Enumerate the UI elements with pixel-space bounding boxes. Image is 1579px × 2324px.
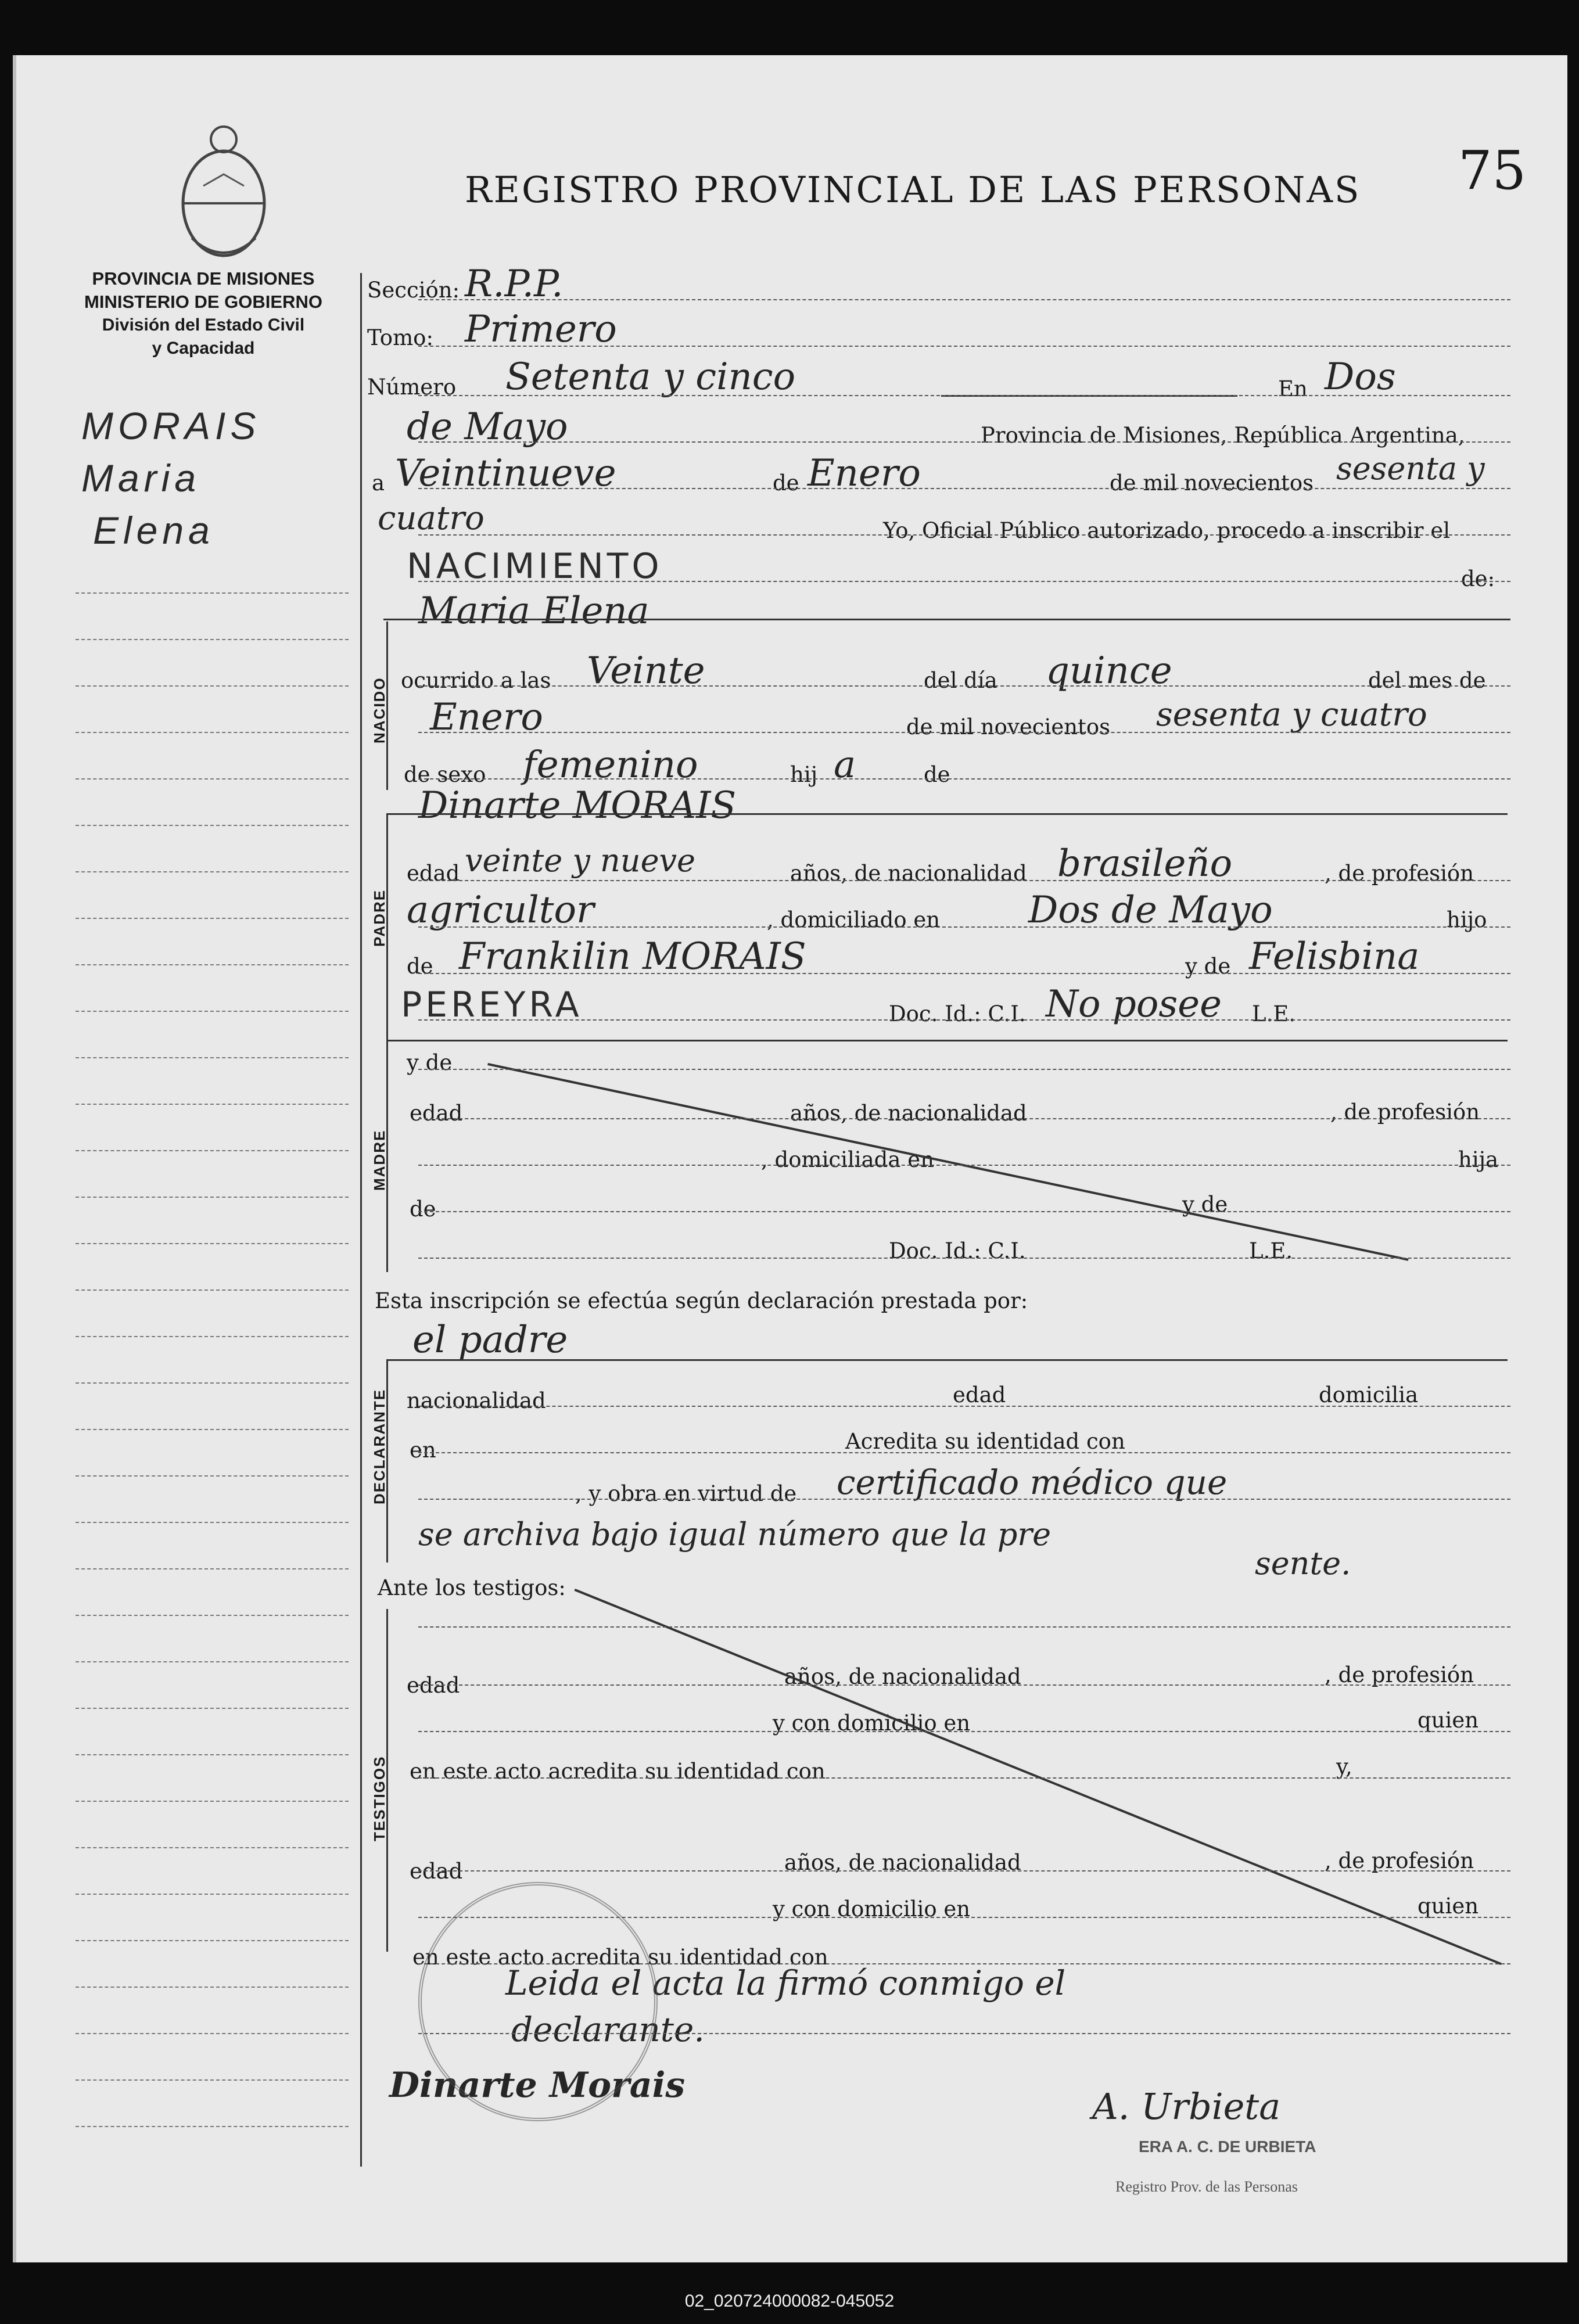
label-hija: hija — [1458, 1147, 1499, 1172]
label-del-mes: del mes de — [1368, 668, 1486, 693]
label-a: a — [372, 470, 385, 495]
value-virtud1: certificado médico que — [837, 1463, 1228, 1502]
label-de2: de — [924, 762, 950, 787]
margin-line — [76, 2033, 349, 2034]
page-number: 75 — [1458, 139, 1527, 202]
label-y-de: y de — [1185, 954, 1231, 979]
margin-line — [76, 1243, 349, 1244]
value-padre: Dinarte MORAIS — [418, 784, 737, 827]
margin-middle-name: Elena — [93, 509, 214, 552]
field-line — [418, 778, 1510, 780]
label-nacionalidad: nacionalidad — [407, 1388, 546, 1413]
label-en: En — [1278, 376, 1308, 401]
field-line — [418, 1165, 1510, 1166]
value-hora: Veinte — [587, 649, 705, 692]
label-anos-nac-t2: años, de nacionalidad — [784, 1850, 1021, 1875]
field-line — [418, 1870, 1510, 1872]
margin-line — [76, 1661, 349, 1662]
value-anio2: cuatro — [378, 500, 485, 537]
label-obra: , y obra en virtud de — [575, 1481, 797, 1506]
value-tomo: Primero — [465, 308, 617, 351]
value-cierre2: declarante. — [511, 2010, 705, 2049]
field-line — [418, 1917, 1510, 1918]
signature-oficial: A. Urbieta — [1092, 2085, 1281, 2128]
label-seccion: Sección: — [367, 278, 460, 303]
field-line — [418, 534, 1510, 536]
margin-line — [76, 1847, 349, 1848]
province-name: PROVINCIA DE MISIONES — [92, 268, 315, 289]
value-abuela2: PEREYRA — [401, 985, 583, 1025]
margin-line — [76, 1057, 349, 1058]
label-quien-t1: quien — [1417, 1708, 1479, 1733]
value-anio-nac: sesenta y cuatro — [1156, 696, 1427, 734]
label-oficial: Yo, Oficial Público autorizado, procedo a inscribir el — [883, 518, 1451, 543]
value-acto: NACIMIENTO — [407, 546, 663, 587]
value-doc-padre: No posee — [1046, 983, 1222, 1026]
field-line — [418, 732, 1510, 733]
ministry-name: MINISTERIO DE GOBIERNO — [84, 292, 322, 312]
margin-line — [76, 1011, 349, 1012]
field-line — [418, 1731, 1510, 1732]
stamp-subtitle: Registro Prov. de las Personas — [1115, 2178, 1298, 2195]
value-profesion-padre: agricultor — [407, 889, 594, 932]
margin-line — [76, 1940, 349, 1941]
label-de-colon: de: — [1461, 566, 1495, 591]
margin-line — [76, 1429, 349, 1430]
label-le: L.E. — [1252, 1001, 1296, 1026]
label-sexo: de sexo — [404, 762, 486, 787]
label-de: de — [773, 470, 799, 495]
value-declarante: el padre — [412, 1319, 568, 1362]
value-dia-nac: quince — [1046, 649, 1172, 692]
label-ocurrido: ocurrido a las — [401, 668, 551, 693]
label-profesion-t2: , de profesión — [1325, 1848, 1474, 1873]
margin-line — [76, 964, 349, 965]
label-de-madre: de — [410, 1197, 436, 1222]
value-anio1: sesenta y — [1336, 450, 1485, 487]
value-abuelo: Frankilin MORAIS — [459, 935, 806, 978]
section-testigos: TESTIGOS — [371, 1755, 388, 1841]
label-domicilia: domicilia — [1319, 1382, 1419, 1407]
field-line — [418, 1019, 1510, 1021]
value-en: Dos — [1325, 355, 1396, 398]
division-name: División del Estado Civil — [102, 315, 305, 335]
value-cierre1: Leida el acta la firmó conmigo el — [505, 1963, 1066, 2003]
field-line — [418, 1684, 1510, 1686]
label-edad-madre: edad — [410, 1101, 463, 1126]
value-mes-nac: Enero — [430, 696, 543, 739]
page-title: REGISTRO PROVINCIAL DE LAS PERSONAS — [465, 168, 1361, 211]
label-edad-padre: edad — [407, 861, 460, 886]
value-hij-suffix: a — [834, 743, 856, 786]
margin-line — [76, 1894, 349, 1895]
label-en-decl: en — [410, 1438, 436, 1463]
label-de-mil2: de mil novecientos — [906, 714, 1111, 739]
value-domicilio-padre: Dos de Mayo — [1028, 889, 1273, 932]
value-sexo: femenino — [523, 743, 698, 786]
margin-line — [76, 871, 349, 872]
issuing-authority — [64, 267, 343, 360]
label-domiciliado: , domiciliado en — [767, 907, 941, 932]
label-de-mil: de mil novecientos — [1110, 470, 1314, 495]
label-y-de-madre2: y de — [1182, 1192, 1228, 1217]
label-y-de-madre: y de — [407, 1050, 453, 1075]
field-line — [418, 2033, 1510, 2034]
label-edad-t2: edad — [410, 1859, 463, 1884]
margin-line — [76, 685, 349, 687]
margin-first-name: Maria — [81, 457, 201, 500]
division-name-cont: y Capacidad — [152, 339, 255, 358]
label-hijo: hijo — [1447, 907, 1487, 932]
margin-line — [76, 1382, 349, 1384]
value-dia: Veintinueve — [395, 452, 616, 495]
section-madre: MADRE — [371, 1129, 388, 1191]
margin-line — [76, 2126, 349, 2127]
label-inscripcion: Esta inscripción se efectúa según declaración prestada por: — [375, 1288, 1028, 1313]
rule — [386, 1359, 1508, 1361]
value-virtud3: sente. — [1255, 1545, 1351, 1582]
margin-line — [76, 1289, 349, 1291]
label-acto-t1: en este acto acredita su identidad con — [410, 1759, 826, 1784]
label-doc-id-madre: Doc. Id.: C.I. — [889, 1238, 1026, 1263]
margin-line — [76, 1150, 349, 1151]
label-acredita: Acredita su identidad con — [845, 1429, 1125, 1454]
margin-line — [76, 639, 349, 640]
section-padre: PADRE — [371, 889, 388, 947]
value-nacionalidad-padre: brasileño — [1057, 842, 1233, 885]
value-edad-padre: veinte y nueve — [465, 842, 695, 879]
rule — [386, 1040, 1508, 1041]
margin-line — [76, 1104, 349, 1105]
field-line — [418, 1963, 1510, 1964]
label-hij: hij — [790, 762, 818, 787]
value-mes: Enero — [808, 452, 921, 495]
column-divider — [360, 273, 362, 2167]
label-profesion-madre: , de profesión — [1330, 1100, 1480, 1125]
margin-line — [76, 1568, 349, 1569]
value-virtud2: se archiva bajo igual número que la pre — [418, 1516, 1052, 1553]
field-line — [418, 1626, 1510, 1628]
section-nacido: NACIDO — [371, 677, 388, 743]
margin-line — [76, 592, 349, 594]
label-numero: Número — [367, 375, 457, 400]
field-line — [418, 1069, 1510, 1070]
field-line — [418, 299, 1510, 300]
field-line — [418, 973, 1510, 974]
margin-line — [76, 1475, 349, 1477]
image-id: 02_020724000082-045052 — [684, 2291, 895, 2311]
signature-declarante: Dinarte Morais — [389, 2065, 686, 2106]
field-line — [418, 685, 1510, 687]
label-con-domicilio-t2: y con domicilio en — [773, 1896, 971, 1921]
field-line — [418, 346, 1510, 347]
field-line — [418, 488, 1510, 489]
margin-line — [76, 1522, 349, 1523]
label-provincia: Provincia de Misiones, República Argentina, — [981, 423, 1465, 448]
margin-line — [76, 1197, 349, 1198]
value-lugar: de Mayo — [407, 405, 568, 448]
label-edad-decl: edad — [953, 1382, 1006, 1407]
label-edad-t1: edad — [407, 1673, 460, 1698]
label-quien-t2: quien — [1417, 1894, 1479, 1919]
field-line — [418, 1499, 1510, 1500]
value-numero: Setenta y cinco — [505, 355, 796, 398]
value-abuela1: Felisbina — [1249, 935, 1420, 978]
field-line — [418, 1452, 1510, 1453]
margin-surname: MORAIS — [81, 404, 261, 447]
section-declarante: DECLARANTE — [371, 1388, 388, 1504]
margin-line — [76, 918, 349, 919]
label-de-abuelo: de — [407, 954, 433, 979]
margin-line — [76, 1754, 349, 1755]
label-anos-nac-t1: años, de nacionalidad — [784, 1664, 1021, 1689]
label-doc-id: Doc. Id.: C.I. — [889, 1001, 1026, 1026]
label-anos-nac-madre: años, de nacionalidad — [790, 1101, 1027, 1126]
label-profesion: , de profesión — [1325, 861, 1474, 886]
field-line — [418, 926, 1510, 928]
rule — [386, 813, 1508, 815]
margin-line — [76, 825, 349, 826]
field-line — [418, 581, 1510, 582]
field-line — [418, 1211, 1510, 1212]
margin-line — [76, 1708, 349, 1709]
field-line — [418, 1258, 1510, 1259]
margin-line — [76, 2079, 349, 2081]
field-line — [418, 1777, 1510, 1779]
margin-line — [76, 1801, 349, 1802]
margin-line — [76, 778, 349, 780]
label-anos-nac: años, de nacionalidad — [790, 861, 1027, 886]
coat-of-arms-icon — [168, 122, 279, 267]
label-acto-t2: en este acto acredita su identidad con — [412, 1945, 828, 1970]
field-line — [418, 880, 1510, 881]
label-domiciliada: , domiciliada en — [761, 1147, 934, 1172]
margin-line — [76, 732, 349, 733]
label-tomo: Tomo: — [367, 325, 433, 350]
rule — [383, 619, 1510, 620]
margin-line — [76, 1615, 349, 1616]
stamp-name: ERA A. C. DE URBIETA — [1139, 2138, 1316, 2156]
label-con-domicilio-t1: y con domicilio en — [773, 1711, 971, 1736]
label-y-t1: y, — [1336, 1754, 1352, 1779]
field-line — [418, 1406, 1510, 1407]
margin-line — [76, 1987, 349, 1988]
margin-line — [76, 1336, 349, 1337]
field-line — [418, 395, 1510, 396]
label-ante: Ante los testigos: — [378, 1575, 566, 1600]
label-del-dia: del día — [924, 668, 997, 693]
label-profesion-t1: , de profesión — [1325, 1662, 1474, 1687]
value-nombre: Maria Elena — [418, 590, 649, 633]
label-le-madre: L.E. — [1249, 1238, 1293, 1263]
value-seccion: R.P.P. — [465, 263, 564, 306]
field-line — [418, 441, 1510, 443]
field-line — [418, 1118, 1510, 1119]
